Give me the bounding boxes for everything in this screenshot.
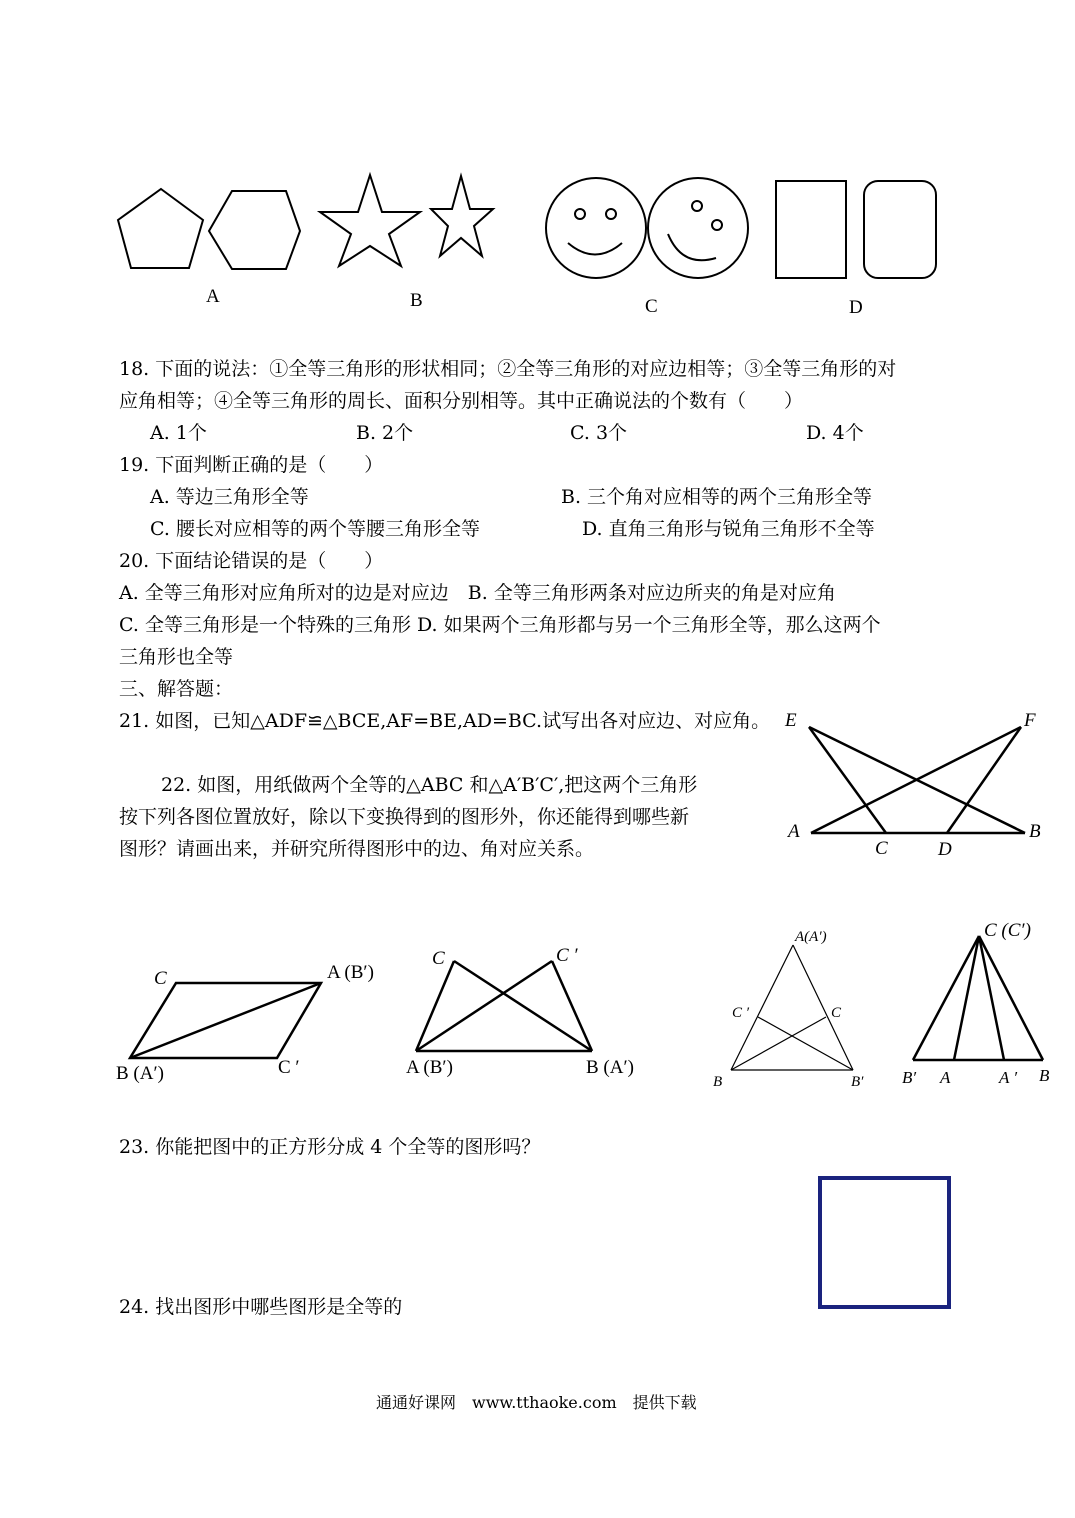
- q22-fig3-label-b2: B′: [851, 1074, 864, 1090]
- q19-stem: 19. 下面判断正确的是（ ）: [119, 454, 384, 476]
- pentagon-shape: [118, 189, 203, 268]
- shape-label-a: A: [206, 286, 220, 307]
- smiley-face-right: [648, 178, 748, 278]
- q20-line-2: C. 全等三角形是一个特殊的三角形 D. 如果两个三角形都与另一个三角形全等，那么这两个: [119, 614, 881, 636]
- q22-figure-1: [130, 983, 321, 1058]
- star-large-shape: [320, 175, 420, 266]
- q21-label-f: F: [1024, 710, 1036, 731]
- q22-fig4-label-a2: A ′: [999, 1068, 1018, 1087]
- q19-option-b: B. 三个角对应相等的两个三角形全等: [561, 486, 873, 508]
- q21-label-c: C: [875, 838, 888, 859]
- q18-option-b: B. 2个: [356, 422, 414, 444]
- q22-fig2-label-c: C: [432, 948, 445, 969]
- shape-label-c: C: [645, 296, 658, 317]
- q22-fig3-label-c2: C ′: [732, 1005, 750, 1021]
- q23-text: 23. 你能把图中的正方形分成 4 个全等的图形吗？: [119, 1136, 541, 1158]
- q22-line-2: 按下列各图位置放好，除以下变换得到的图形外，你还能得到哪些新: [119, 806, 690, 828]
- q20-stem: 20. 下面结论错误的是（ ）: [119, 550, 384, 572]
- section-3-heading: 三、解答题：: [119, 678, 234, 700]
- q22-figure-4: [913, 936, 1043, 1060]
- q21-label-b: B: [1029, 821, 1041, 842]
- q22-fig4-label-b: B: [1039, 1066, 1050, 1085]
- q21-label-e: E: [785, 710, 797, 731]
- q22-fig3-label-c: C: [831, 1005, 842, 1021]
- rounded-rectangle-shape: [864, 181, 936, 278]
- q20-line-1: A. 全等三角形对应角所对的边是对应边 B. 全等三角形两条对应边所夹的角是对应角: [119, 582, 836, 604]
- q22-fig1-label-b: B (A′): [116, 1063, 164, 1084]
- q22-figure-2: [416, 961, 592, 1051]
- q18-line-2: 应角相等；④全等三角形的周长、面积分别相等。其中正确说法的个数有（ ）: [119, 390, 804, 412]
- q22-fig2-label-b: B (A′): [586, 1057, 634, 1078]
- q18-line-1: 18. 下面的说法：①全等三角形的形状相同；②全等三角形的对应边相等；③全等三角形的对: [119, 358, 897, 380]
- q22-fig3-label-b: B: [713, 1074, 723, 1090]
- q18-option-d: D. 4个: [806, 422, 864, 444]
- q21-text: 21. 如图，已知△ADF≌△BCE,AF=BE,AD=BC.试写出各对应边、对应角。: [119, 710, 771, 732]
- q21-label-a: A: [788, 821, 800, 842]
- q22-fig1-label-a: A (B′): [327, 962, 374, 983]
- q22-fig1-label-c: C: [154, 968, 167, 989]
- q19-option-a: A. 等边三角形全等: [150, 486, 309, 508]
- q22-line-1: 22. 如图，用纸做两个全等的△ABC 和△A′B′C′,把这两个三角形: [161, 774, 698, 796]
- q22-fig4-label-a: A: [940, 1068, 951, 1087]
- q22-fig2-label-a: A (B′): [406, 1057, 453, 1078]
- q22-fig1-label-c2: C ′: [278, 1057, 300, 1078]
- shape-label-b: B: [410, 290, 423, 311]
- q19-option-d: D. 直角三角形与锐角三角形不全等: [582, 518, 875, 540]
- q22-fig2-label-c2: C ′: [556, 945, 578, 966]
- shape-label-d: D: [849, 297, 863, 318]
- hexagon-shape: [209, 191, 300, 269]
- rectangle-shape: [776, 181, 846, 278]
- q18-option-c: C. 3个: [570, 422, 628, 444]
- q22-line-3: 图形？请画出来，并研究所得图形中的边、角对应关系。: [119, 838, 595, 860]
- page-footer: 通通好课网 www.tthaoke.com 提供下载: [376, 1393, 697, 1412]
- q22-fig3-label-a: A(A′): [795, 929, 827, 945]
- q22-fig4-label-b2: B′: [902, 1068, 917, 1087]
- q20-line-3: 三角形也全等: [119, 646, 234, 668]
- q24-text: 24. 找出图形中哪些图形是全等的: [119, 1296, 403, 1318]
- star-small-shape: [431, 176, 493, 256]
- q21-figure: [809, 727, 1025, 833]
- q22-fig4-label-c: C (C′): [984, 920, 1031, 941]
- q18-option-a: A. 1个: [150, 422, 207, 444]
- q21-label-d: D: [938, 839, 952, 860]
- smiley-face-left: [546, 178, 646, 278]
- q19-option-c: C. 腰长对应相等的两个等腰三角形全等: [150, 518, 480, 540]
- q23-square: [820, 1178, 949, 1307]
